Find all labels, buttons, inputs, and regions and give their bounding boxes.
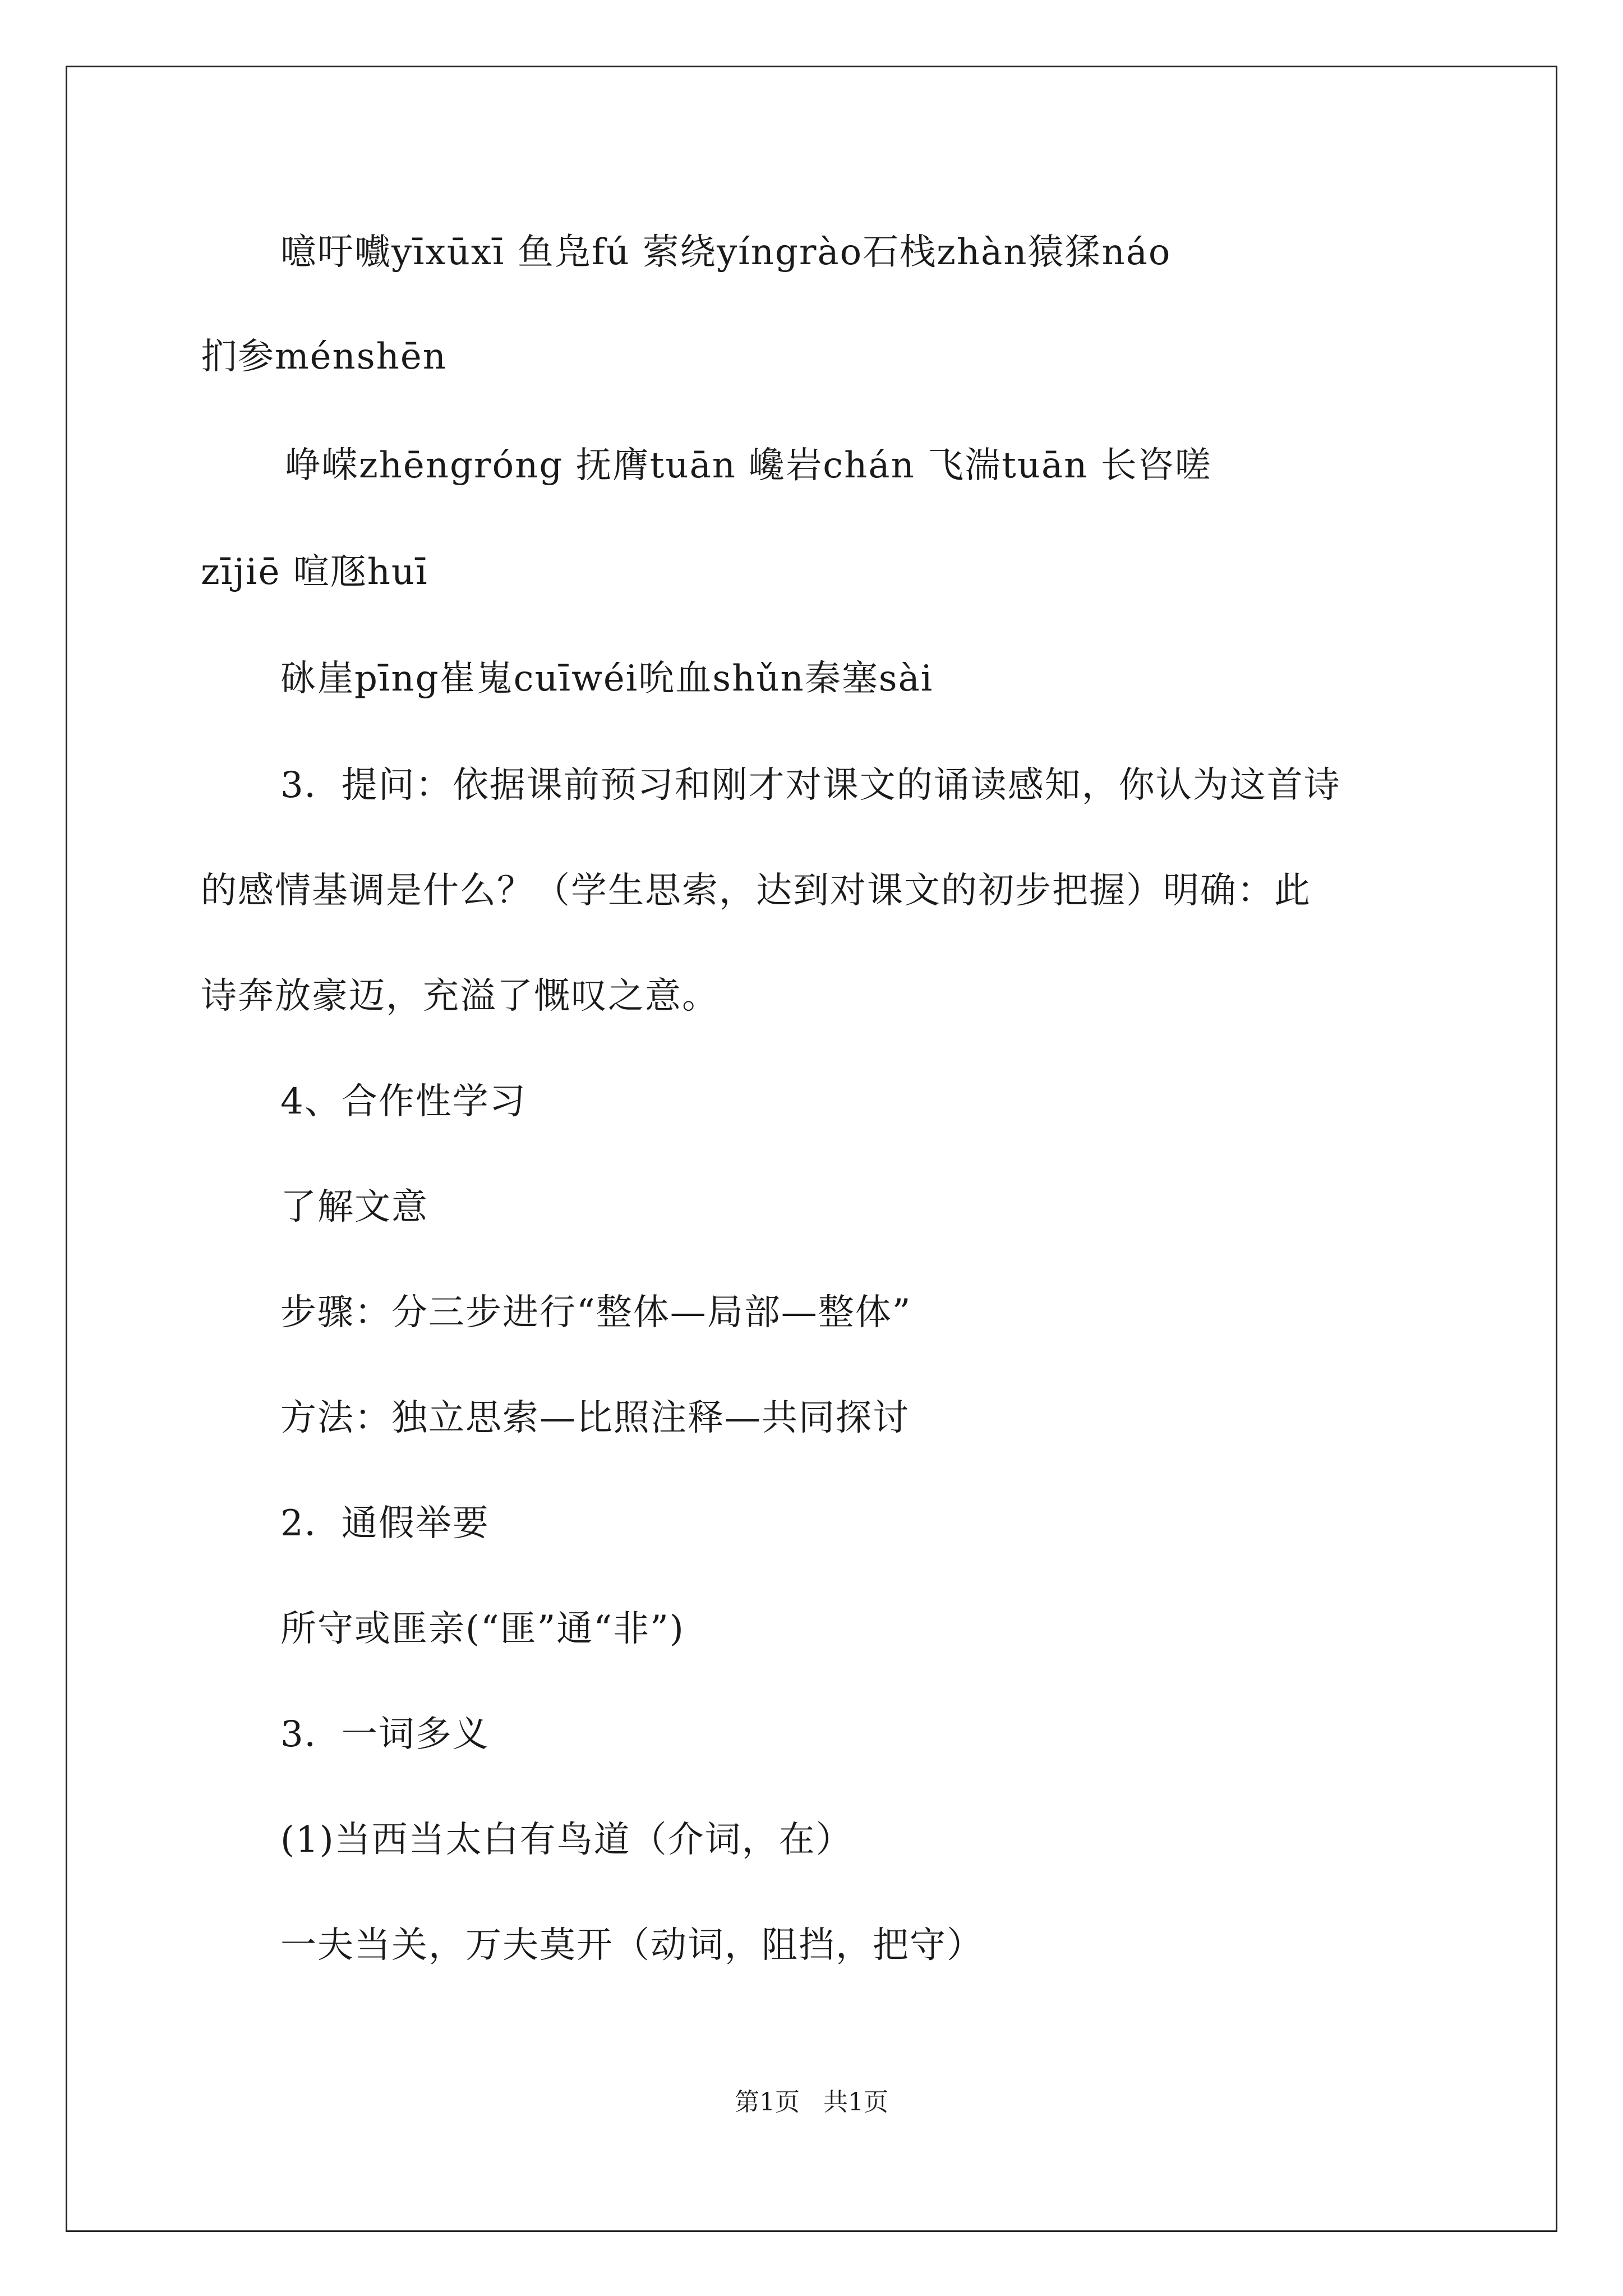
- subheading-meaning: 了解文意: [280, 1186, 428, 1228]
- section-heading-tongjia: 2．通假举要: [280, 1503, 490, 1544]
- polysemy-example-1: (1)当西当太白有鸟道（介词，在）: [280, 1819, 853, 1861]
- pinyin-line-3: 峥嵘zhēngróng 抚膺tuān 巉岩chán 飞湍tuān 长咨嗟: [285, 445, 1212, 486]
- question-line-1: 3．提问：依据课前预习和刚才对课文的诵读感知，你认为这首诗: [280, 765, 1341, 806]
- polysemy-example-2: 一夫当关，万夫莫开（动词，阻挡，把守）: [280, 1925, 984, 1966]
- pinyin-line-5: 砯崖pīng崔嵬cuīwéi吮血shǔn秦塞sài: [280, 658, 934, 700]
- steps-line: 步骤：分三步进行“整体—局部—整体”: [280, 1292, 912, 1333]
- question-line-3: 诗奔放豪迈，充溢了慨叹之意。: [201, 976, 719, 1017]
- pinyin-line-1: 噫吁嚱yīxūxī 鱼凫fú 萦绕yíngrào石栈zhàn猿猱náo: [280, 232, 1172, 273]
- method-line: 方法：独立思索—比照注释—共同探讨: [280, 1397, 910, 1439]
- tongjia-example: 所守或匪亲(“匪”通“非”): [280, 1608, 685, 1650]
- pinyin-line-2: 扪参ménshēn: [201, 336, 447, 378]
- section-heading-cooperative: 4、合作性学习: [280, 1081, 527, 1122]
- pinyin-line-4: zījiē 喧豗huī: [201, 551, 428, 593]
- question-line-2: 的感情基调是什么？（学生思索，达到对课文的初步把握）明确：此: [201, 870, 1311, 912]
- page-number-footer: 第1页 共1页: [735, 2088, 888, 2116]
- section-heading-polysemy: 3．一词多义: [280, 1714, 490, 1755]
- page-border: [66, 66, 1557, 2232]
